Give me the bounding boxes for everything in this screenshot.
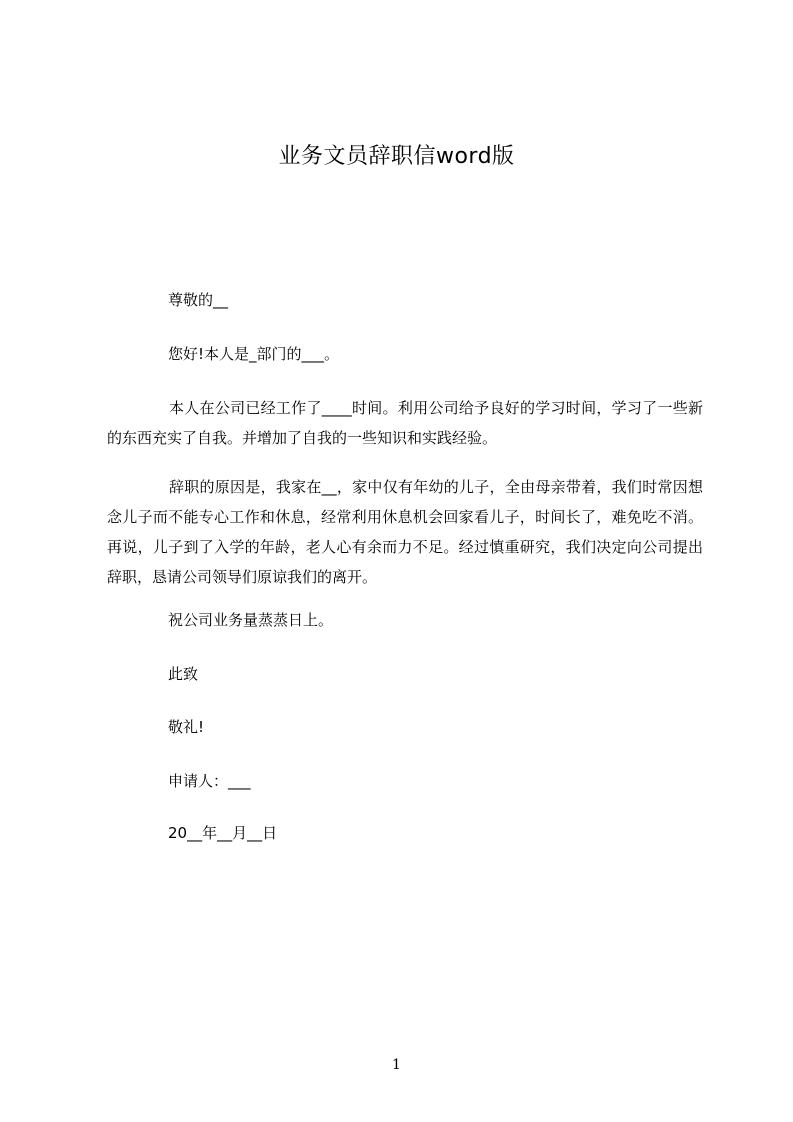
document-title: 业务文员辞职信word版 bbox=[278, 144, 515, 169]
paragraph-resignation-reason: 辞职的原因是，我家在__，家中仅有年幼的儿子，全由母亲带着，我们时常因想念儿子而不能专心工作和休息，经常利用休息机会回家看儿子，时间长了，难免吃不消。再说，儿子到了入学的年龄，老人心有余而力不足。经过慎重研究，我们决定向公司提出辞职，恳请公司领导们原谅我们的离开。 bbox=[107, 478, 703, 586]
applicant-line: 申请人：___ bbox=[168, 772, 251, 790]
closing-line-1: 此致 bbox=[168, 665, 199, 683]
greeting: 您好!本人是_部门的___。 bbox=[168, 345, 340, 363]
page-number: 1 bbox=[392, 1057, 401, 1073]
date-line: 20__年__月__日 bbox=[168, 824, 278, 842]
paragraph-work-experience: 本人在公司已经工作了____时间。利用公司给予良好的学习时间，学习了一些新的东西充实了自我。并增加了自我的一些知识和实践经验。 bbox=[107, 399, 703, 447]
closing-line-2: 敬礼! bbox=[168, 718, 205, 736]
salutation: 尊敬的__ bbox=[168, 291, 229, 309]
wish-line: 祝公司业务量蒸蒸日上。 bbox=[168, 611, 334, 629]
